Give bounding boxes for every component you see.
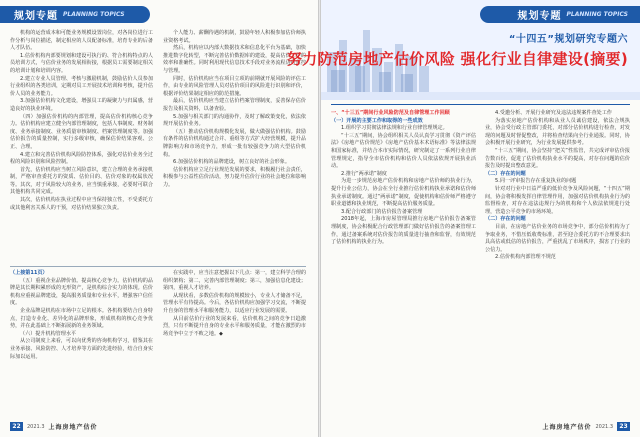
subsection-heading: （一）开展的主要工作和取得的一些成效: [331, 117, 423, 124]
subsection-heading: （二）存在的问题: [485, 216, 526, 223]
paragraph: 5.加强与相关部门的沟通协作，及时了解政策变化，依法依规开展估价业务。: [163, 113, 306, 128]
paragraph: 3.加强估价机构文化建设，增强员工的凝聚力与归属感，营造良好的执业环境。: [10, 98, 153, 112]
left-column-1: [10, 30, 153, 212]
paragraph: 1.组织学习贯彻法律法规和行业自律管理规定。: [341, 125, 448, 132]
issue-date-right: 2021.3: [595, 423, 613, 430]
continued-from-tag: （上接第11页）: [10, 270, 48, 276]
article-main-title: 努力防范房地产估价风险 强化行业自律建设(摘要): [286, 50, 628, 68]
paragraph: （四）加强估价机构的内部管理，提高估价机构核心竞争力。估价机构应建立健全内部管理制度，包括人事制度、财务制度、业务承接制度、业务质量审核制度、档案管理制度等。加强估价报告的质量控制，实行多级审核，确保估价结果客观、公正、合理。: [10, 113, 153, 150]
paragraph: 2.建立专业人员管理、考核与激励机制，鼓励估价人员参加行业组织的各类培训，定期对员工开展技术培训和考核，提升估价人员的业务能力。: [10, 75, 153, 97]
right-column-2: [485, 110, 630, 262]
page-number-right: 23: [617, 422, 630, 431]
left-page: [0, 0, 318, 437]
paragraph: 2018年起，上海市房屋管理局推行房地产估价报告备案管理制度，协会积极配合行政管理部门做好估价报告的备案管理工作，通过备案系统对估价报告的质量进行抽查和监督，有效规范了估价机构的执业行为。: [331, 216, 476, 246]
article-series-title: “十四五”规划研究专题六: [508, 34, 628, 45]
left-column-4: [163, 270, 306, 338]
paragraph: 1.估价机构内部要规划和建设可执行的、符合机构特点的人员培训方式，与估价业务的发展相衔接，根据员工需要制定相关的培训计划和培训内容。: [10, 52, 153, 74]
paragraph: “十三五”期间，协会坚持“把关”性监管，共完成评审估价报告数百份，促进了估价机构执业水平的提高，对存在问题的估价报告及时提出整改意见。: [485, 147, 630, 170]
paragraph: 4.建立和完善估价机构风险防控体系，强化对估价业务全过程的风险识别和风险控制。: [10, 151, 153, 166]
paragraph: （六）提升机构管理水平: [20, 330, 77, 337]
paragraph: 5.同一评审报告存在重复执业的问题: [495, 178, 577, 185]
left-column-2: [163, 30, 306, 189]
section-subtitle-right: PLANNING TOPICS: [566, 11, 628, 18]
paragraph: 为进一步规范房地产估价机构和房地产估价师的执业行为，提升行业公信力，协会在全行业推行估价机构执业承诺和估价师执业承诺制度。通过“两承诺”制度，促使机构和估价师严格遵守职业道德和执业规范，不断提高估价服务质量。: [331, 178, 476, 208]
magazine-name-right: 上海房地产估价: [542, 424, 592, 431]
paragraph: 从公司制度上来看，可以向优秀的咨询机构学习，借鉴其在业务承接、风险防控、人才培养等方面的先进经验，结合自身实际加以运用。: [10, 338, 153, 360]
right-page: [286, 0, 640, 437]
paragraph: （五）推动估价机构规模化发展，做大做强估价机构。鼓励有条件的估价机构通过合并、重组等方式扩大经营规模，提升品牌影响力和市场竞争力，形成一批有较强竞争力的大型估价机构。: [163, 128, 306, 158]
right-column-1: [331, 110, 476, 247]
paragraph: 4.受邀分析、开展行业研究及违法违规案件查处工作: [495, 110, 612, 116]
paragraph: 从目前估价行业的发展来看，估价机构之间的竞争日趋激烈，只有不断提升自身的专业水平和服务质量，才能在激烈的市场竞争中立于不败之地。◆: [163, 315, 306, 337]
magazine-name: 上海房地产估价: [48, 424, 98, 431]
paragraph: 首先，估价机构应当树立风险意识，建立合理的业务承接机制，严格审查委托方的资质、估价目的、估价对象的权属状况等。其次，对于风险较大的业务，应当慎重承接，必要时可联合其他机构共同完成。: [10, 166, 153, 196]
section-title-right: 规划专题: [517, 11, 562, 22]
issue-date: 2021.3: [27, 423, 45, 430]
section-divider: [10, 266, 306, 267]
paragraph: “十三五”期间，协会组织相关人员认真学习贯彻《资产评估法》《房地产估价规范》《房地产估价基本术语标准》等法律法规和国家标准，并结合本市实际情况，研究制定了一系列行业自律管理规定，指导全市估价机构和估价人员依法依规开展执业活动。: [331, 132, 476, 170]
paragraph: 2.推行“两承诺”制度: [341, 170, 387, 177]
paragraph: 个人能力、薪酬待遇的机制，鼓励年轻人积极参加估价师执业资格考试。: [163, 30, 306, 44]
paragraph: 在实践中，应当注意把握以下几点：第一，建立科学合理的组织架构；第二，完善内部管理制度；第三，加强信息化建设；第四，重视人才培养。: [163, 270, 306, 292]
subsection-heading: （二）存在的问题: [485, 170, 526, 177]
paragraph: 机构的运营成本和可能业务规模设置岗位，对各岗位进行工作分析与岗位描述，制定相应的人员配备标准，培育专业的后备人才队伍。: [10, 30, 153, 52]
section-heading: 一、“十三五”期间行业风险防范及自律管理工作回顾: [331, 110, 450, 116]
paragraph: 企业品牌是机构在市场中立足的根本。各机构要结合自身特点，打造专业化、差异化的品牌形象，形成机构的核心竞争优势，并在此基础上不断拓展新的业务领域。: [10, 307, 153, 330]
page-number: 22: [10, 422, 23, 431]
title-banner: [286, 0, 640, 100]
section-header-right: [480, 6, 640, 23]
left-column-3: [10, 270, 153, 361]
section-subtitle: PLANNING TOPICS: [63, 11, 125, 18]
paragraph: 目前，在房地产估价业务的市场竞争中，部分估价机构为了争取业务，不惜压低收费标准，甚至迎合委托方的不合理要求出具高估或低估的估价报告，严重扰乱了市场秩序，损害了行业的公信力。: [485, 223, 630, 253]
paragraph: 6.加强估价机构的品牌建设，树立良好的社会形象。: [173, 159, 290, 166]
paragraph: 2.估价机构内部管理不规范: [495, 254, 556, 261]
section-header-left: [0, 6, 150, 23]
title-underline: [331, 104, 630, 105]
paragraph: 为落实房地产估价机构和从业人员诚信建设，依法合规执业，协会受行政主管部门委托，对部分估价机构进行检查，对发现的问题及时督促整改，并将检查结果向全行业通报。同时，协会积极开展行业研究，为行业发展提供参考。: [485, 117, 630, 147]
paragraph: 其次，估价机构在执业过程中应当保持独立性，不受委托方或其他利害关系人的干预，对估价结果独立负责。: [10, 197, 153, 211]
paragraph: 同时，估价机构应当在项目立项的前期就开展风险的评估工作，由专业的风险管理人员对估价项目的风险进行识别和评价，根据评价结果制定相应的防范措施。: [163, 75, 306, 97]
footer-right: [542, 422, 634, 431]
paragraph: 估价机构应立足行业规范发展的要求，积极履行社会责任，积极参与公益性估价活动，努力提升估价行业的社会地位和影响力。: [163, 166, 306, 188]
paragraph: 然后，机构应以内部大数据技术和信息化平台为基础，加快推进数字化转型，不断完善估价数据库的建设，提高估价工作的效率和准确性。同时利用现代信息技术手段对业务流程进行监控与管理。: [163, 45, 306, 74]
footer-left: [6, 422, 98, 431]
paragraph: （五）重视企业品牌价值。提高核心竞争力。估价机构的品牌是其长期积累形成的无形资产，是机构综合实力的体现。估价机构应重视品牌建设，提高服务质量和专业水平，增强客户信任度。: [10, 277, 153, 307]
paragraph: 针对对行业中日益严重的低价竞争及风险问题，“十四五”期间，协会将积极发挥自律管理作用，加强对估价机构执业行为的监督检查，对存在违法违规行为的机构和个人依法依规进行处理，营造公平竞争的市场环境。: [485, 185, 630, 215]
paragraph: 最后，估价机构应当建立估价档案管理制度，妥善保存估价报告及相关资料，以备查验。: [163, 98, 306, 112]
section-title: 规划专题: [14, 11, 58, 22]
paragraph: 从现状看，多数估价机构的规模较小，专业人才储备不足，管理水平有待提高。今后，各估价机构应加强学习交流，不断提升自身的管理水平和服务能力，以适应行业发展的需要。: [163, 292, 306, 314]
paragraph: 3.配合行政部门的估价报告备案管理: [341, 208, 423, 215]
